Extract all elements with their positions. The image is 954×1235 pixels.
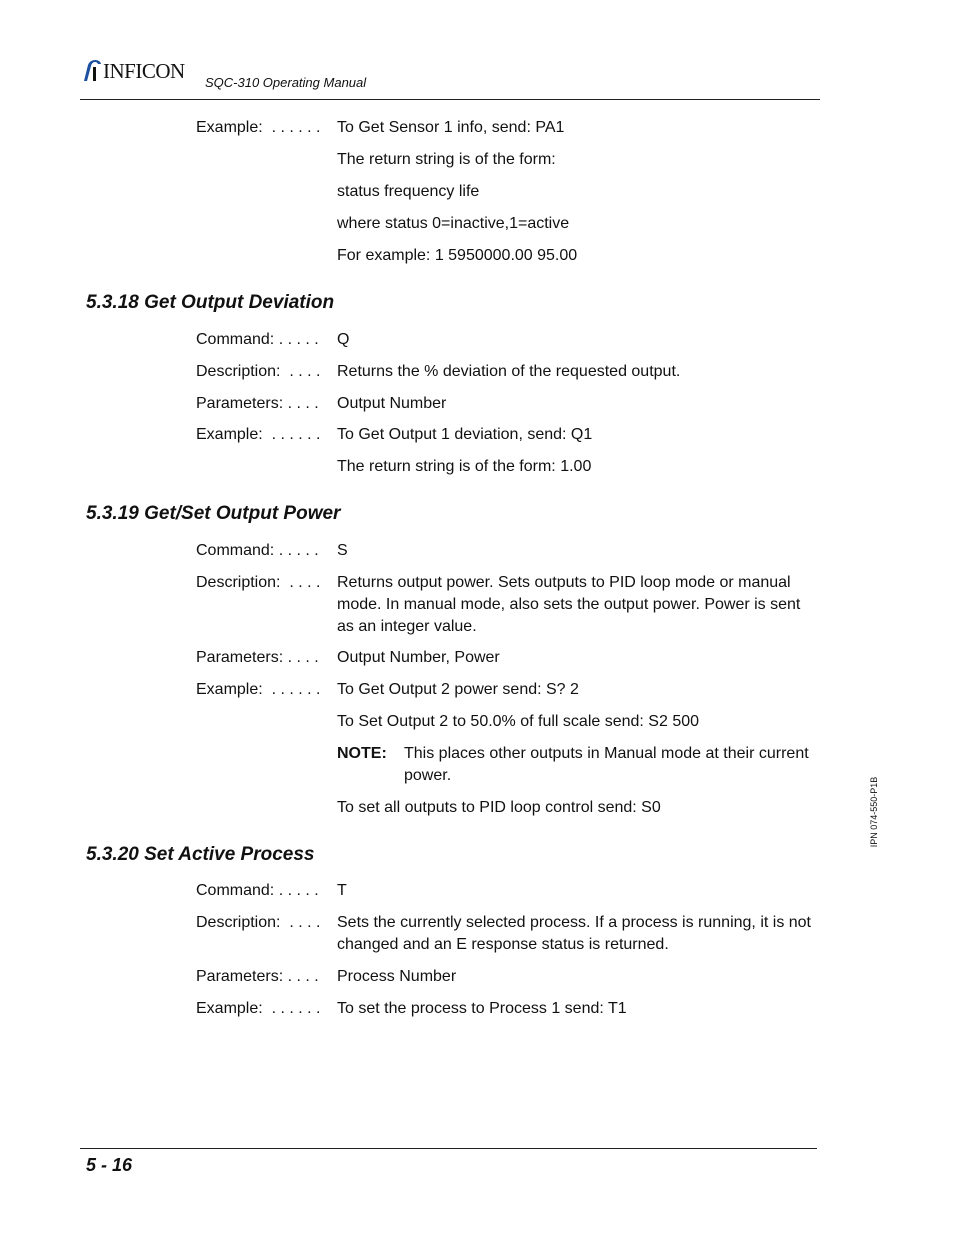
example-continuation: The return string is of the form: 1.00 xyxy=(337,458,592,475)
example-value: To Get Output 1 deviation, send: Q1 xyxy=(337,426,593,443)
example-value: To Get Sensor 1 info, send: PA1 xyxy=(337,119,565,136)
intro-line: For example: 1 5950000.00 95.00 xyxy=(337,247,578,264)
description-value: Returns the % deviation of the requested output. xyxy=(337,363,681,380)
description-value: Sets the currently selected process. If a process is running, it is not changed and an E response status is returned. xyxy=(337,914,811,953)
command-value: T xyxy=(337,882,347,899)
command-label: Command: . . . . . xyxy=(196,331,319,348)
page-number: 5 - 16 xyxy=(86,1155,133,1175)
header-rule xyxy=(80,99,820,100)
description-label: Description: . . . . xyxy=(196,574,321,591)
example-label: Example: . . . . . . xyxy=(196,681,321,698)
description-label: Description: . . . . xyxy=(196,363,321,380)
note-text: This places other outputs in Manual mode at their current power. xyxy=(404,745,809,784)
document-id: IPN 074-550-P1B xyxy=(869,776,879,848)
inficon-logo xyxy=(82,58,185,84)
parameters-label: Parameters: . . . . xyxy=(196,649,319,666)
parameters-label: Parameters: . . . . xyxy=(196,968,319,985)
example-label: Example: . . . . . . xyxy=(196,1000,321,1017)
parameters-label: Parameters: . . . . xyxy=(196,395,319,412)
manual-title: SQC-310 Operating Manual xyxy=(205,75,367,90)
command-value: Q xyxy=(337,331,350,348)
logo-text: INFICON xyxy=(103,58,185,83)
description-value: Returns output power. Sets outputs to PID loop mode or manual mode. In manual mode, also sets the output power. Power is sent as an integer value. xyxy=(337,574,801,635)
description-label: Description: . . . . xyxy=(196,914,321,931)
inficon-logo-mark-icon xyxy=(82,59,102,83)
section-heading: 5.3.18 Get Output Deviation xyxy=(86,292,335,313)
intro-line: The return string is of the form: xyxy=(337,151,556,168)
example-label: Example: . . . . . . xyxy=(196,426,321,443)
intro-line: status frequency life xyxy=(337,183,480,200)
footer-rule xyxy=(80,1148,817,1149)
parameters-value: Output Number, Power xyxy=(337,649,500,666)
example-continuation: To Set Output 2 to 50.0% of full scale send: S2 500 xyxy=(337,713,700,730)
section-heading: 5.3.20 Set Active Process xyxy=(86,844,315,865)
parameters-value: Process Number xyxy=(337,968,457,985)
note-label: NOTE: xyxy=(337,745,387,762)
section-heading: 5.3.19 Get/Set Output Power xyxy=(86,503,341,524)
parameters-value: Output Number xyxy=(337,395,447,412)
example-value: To set the process to Process 1 send: T1 xyxy=(337,1000,627,1017)
intro-line: where status 0=inactive,1=active xyxy=(337,215,570,232)
example-continuation: To set all outputs to PID loop control send: S0 xyxy=(337,799,661,816)
example-value: To Get Output 2 power send: S? 2 xyxy=(337,681,579,698)
command-value: S xyxy=(337,542,348,559)
command-label: Command: . . . . . xyxy=(196,882,319,899)
command-label: Command: . . . . . xyxy=(196,542,319,559)
example-label: Example: . . . . . . xyxy=(196,119,321,136)
